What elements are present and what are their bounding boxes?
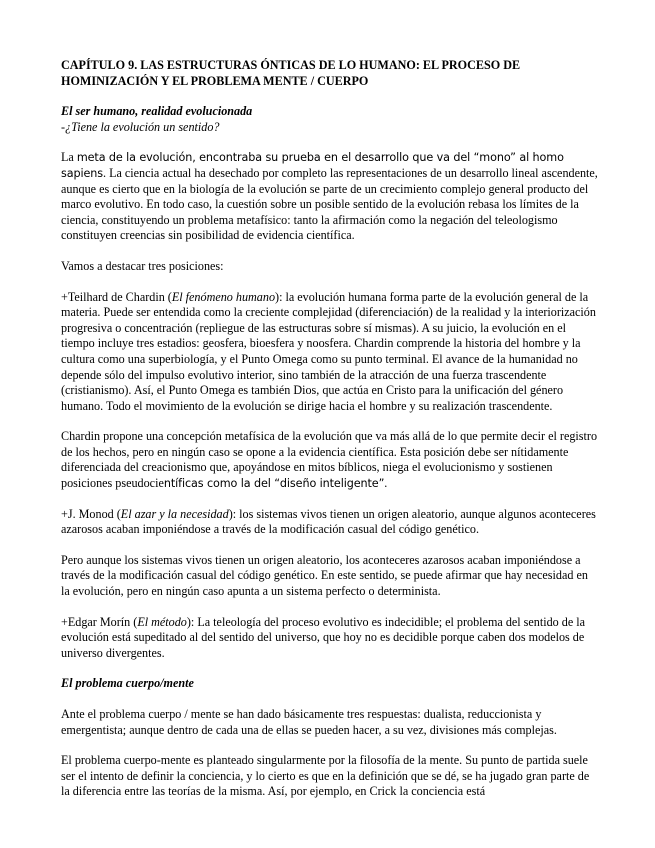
p5-post: ): los sistemas vivos tienen un origen aleatorio, aunque algunos aconteceres azarosos acaban imponiéndose a través de la modificación casual del código genético. [61,506,596,537]
paragraph-morin [61,615,599,662]
p7-pre: +Edgar Morín ( [61,614,138,629]
book-title-morin: El método [137,614,187,629]
chapter-title: CAPÍTULO 9. LAS ESTRUCTURAS ÓNTICAS DE LO HUMANO: EL PROCESO DE HOMINIZACIÓN Y EL PROBLEMA MENTE / CUERPO [61,58,521,88]
p1-lead: La [61,150,77,165]
p4-end: . [384,476,388,491]
p1-rest: . La ciencia actual ha desechado por completo las representaciones de un desarrollo lineal ascendente, aunque es cierto que en la biología de la evolución se parte de un crecimiento complejo general producto del marco evolutivo. En todo caso, la cuestión sobre un posible sentido de la evolución rebasa los límites de la ciencia, constituyendo un problema metafísico: tanto la afirmación como la negación del teleologismo constituyen creencias sin posibilidad de evidencia científica. [61,165,598,243]
paragraph-chardin [61,290,599,415]
paragraph-chardin-metaphysics [61,429,599,491]
section-subheading: -¿Tiene la evolución un sentido? [61,119,220,134]
p5-pre: +J. Monod ( [61,506,121,521]
book-title-chardin: El fenómeno humano [171,289,276,304]
p3-post: ): la evolución humana forma parte de la evolución general de la materia. Puede ser entendida como la creciente complejidad (diferenciación) de la realidad y la interiorización progresiva o concentración (repliegue de las estructuras sobre sí mismas). A su juicio, la evolución en el tiempo incluye tres estadios: geosfera, bioesfera y noosfera. Chardin comprende la historia del hombre y la cultura como una superbiología, y el Punto Omega como su punto terminal. El avance de la humanidad no depende sólo del impulso evolutivo interior, sino también de la atracción de una fuerza trascendente (cristianismo). Así, el Punto Omega es también Dios, que actúa en Cristo para la unificación del género humano. Todo el movimiento de la evolución se dirige hacia el hombre y su realización trascendente. [61,289,596,413]
page-content [61,58,599,800]
paragraph-evolution-meaning [61,150,599,244]
p7-post: ): La teleología del proceso evolutivo es indecidible; el problema del sentido de la evolución está supeditado al del sentido del universo, que hoy no es decidible porque caben dos modelos de universo divergentes. [61,614,586,660]
paragraph-philosophy-of-mind: El problema cuerpo-mente es planteado singularmente por la filosofía de la mente. Su punto de partida suele ser el intento de definir la conciencia, y lo cierto es que en la definición que se dé, se ha jugado gran parte de la diferencia entre las teorías de la misma. Así, por ejemplo, en Crick la conciencia está [61,753,590,799]
section-heading-mind-body: El problema cuerpo/mente [61,676,194,691]
book-title-monod: El azar y la necesidad [120,506,229,521]
p1-highlight: meta de la evolución, encontraba su prueba en el desarrollo que va del “mono” al homo sapiens [61,151,564,180]
p4-text: Chardin propone una concepción metafísica de la evolución que va más allá de lo que permite decir el registro de los hechos, pero en ningún caso se opone a la evidencia científica. Esta posición debe ser nítidamente diferenciada del creacionismo que, apoyándose en mitos bíblicos, niega el evolucionismo y sostienen posiciones pseudocie [61,429,598,491]
paragraph-three-answers: Ante el problema cuerpo / mente se han dado básicamente tres respuestas: dualista, reduccionista y emergentista; aunque dentro de cada una de ellas se pueden hacer, a su vez, divisiones más complejas. [61,707,557,737]
paragraph-three-positions: Vamos a destacar tres posiciones: [61,258,224,273]
paragraph-necessity: Pero aunque los sistemas vivos tienen un origen aleatorio, los aconteceres azarosos acaban imponiéndose a través de la modificación casual del código genético. En este sentido, se puede afirmar que hay necesidad en la evolución, pero en ningún caso apunta a un sistema perfecto o determinista. [61,552,588,599]
p3-pre: +Teilhard de Chardin ( [61,289,172,304]
paragraph-monod [61,507,599,538]
p4-highlight: ntíficas como la del “diseño inteligente” [163,477,385,491]
section-heading-evolution: El ser humano, realidad evolucionada [61,104,253,119]
